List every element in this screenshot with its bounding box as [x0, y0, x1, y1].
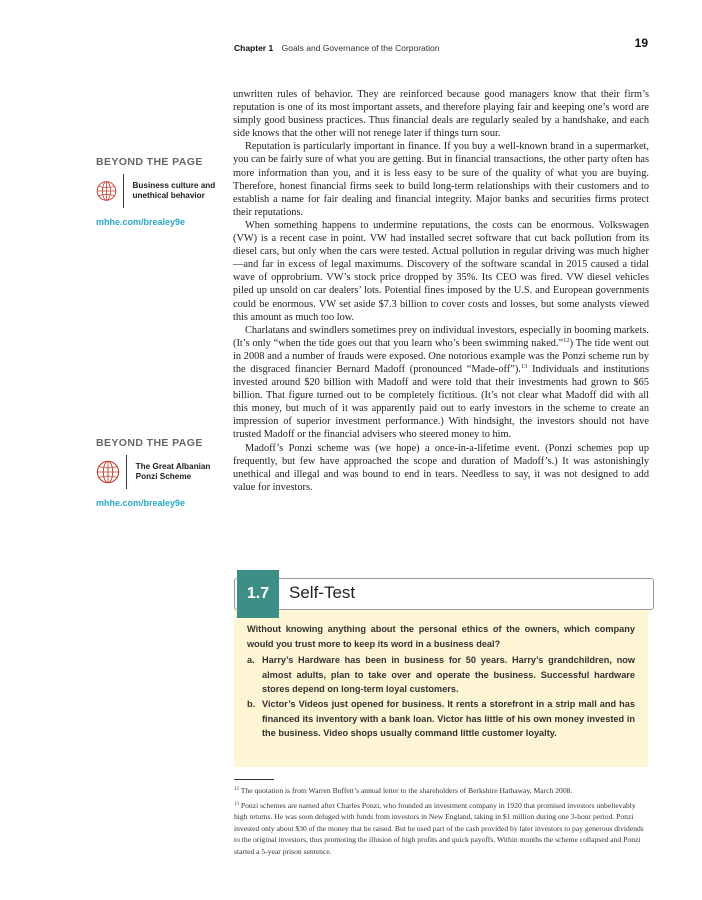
paragraph [233, 324, 649, 442]
footnote-text: Ponzi schemes are named after Charles Ponzi, who founded an investment company in 1920 that promised investors unbelievably high returns. He was soon deluged with funds from investors in New England, taking in $1 million during one 3-hour period. Ponzi invested only about $30 of the money that he raised. But he used part of the cash provided by later investors to pay generous dividends to the original investors, thus promoting the illusion of high profits and quick payoffs. Within months the scheme collapsed and Ponzi started a 5-year prison sentence. [234, 800, 644, 856]
paragraph: unwritten rules of behavior. They are reinforced because good managers know that their firm’s reputation is one of its most important assets, and therefore playing fair and keeping one’s word are simply good business practices. Thus financial deals are regularly sealed by a handshake, and each side knows that the other will not renege later if things turn sour. [233, 89, 649, 140]
body-text [233, 88, 649, 494]
sidebar-heading: BEYOND THE PAGE [96, 437, 203, 449]
sidebar-url-link[interactable]: mhhe.com/brealey9e [96, 217, 186, 227]
beyond-the-page-sidebar [96, 437, 224, 508]
sidebar-divider [123, 174, 124, 208]
footnote [234, 785, 648, 797]
globe-icon [96, 454, 120, 490]
sidebar-label: Business culture and unethical behavior [132, 181, 216, 200]
footnote-divider [234, 779, 274, 780]
beyond-the-page-sidebar [96, 156, 224, 227]
self-test-content [247, 622, 635, 741]
option-text: Victor’s Videos just opened for business. It rents a storefront in a strip mall and has financed its inventory with a bank loan. Victor has little of his own money invested in the business. Video shops usually command little customer loyalty. [262, 698, 635, 739]
option-text: Harry’s Hardware has been in business for 50 years. Harry’s grandchildren, now almost adults, plan to take over and operate the business. Successful hardware stores depend on long-term loyal customers. [262, 655, 635, 695]
sidebar-link-row[interactable] [96, 173, 224, 209]
footnotes [234, 785, 648, 861]
chapter-title: Goals and Governance of the Corporation [281, 43, 440, 53]
paragraph: Madoff’s Ponzi scheme was (we hope) a once-in-a-lifetime event. (Ponzi schemes pop up frequently, but few have approached the scope and duration of Madoff’s.) It was astonishingly unethical and illegal and was bound to end in tears. Needless to say, it was not designed to add value for investors. [233, 442, 649, 493]
page-number: 19 [634, 36, 648, 50]
footnote [234, 800, 648, 858]
option-letter: a. [247, 655, 255, 666]
sidebar-heading: BEYOND THE PAGE [96, 156, 203, 168]
running-header [234, 38, 648, 54]
footnote-ref-13[interactable]: 13 [520, 362, 528, 370]
self-test-title: Self-Test [289, 583, 356, 602]
self-test-question: Without knowing anything about the personal ethics of the owners, which company would you trust more to keep its word in a business deal? [247, 624, 635, 649]
sidebar-divider [126, 455, 127, 489]
paragraph-part: Individuals and institutions invested around $20 billion with Madoff and were told that their investments had grown to $65 billion. That figure turned out to be completely fictitious. (It’s not clear what Madoff did with all this money, but much of it was apparently paid out to early investors in the scheme to create an impression of superior investment performance.) With hindsight, the investors should not have trusted Madoff or the financial advisers who steered money to him. [233, 363, 650, 441]
sidebar-link-row[interactable] [96, 454, 224, 490]
footnote-text: The quotation is from Warren Buffett’s annual letter to the shareholders of Berkshire Hathaway, March 2008. [239, 786, 573, 795]
option-letter: b. [247, 698, 256, 709]
self-test-number-badge: 1.7 [237, 570, 279, 618]
chapter-label: Chapter 1 [234, 43, 274, 53]
self-test-option [247, 653, 635, 697]
sidebar-url-link[interactable]: mhhe.com/brealey9e [96, 498, 186, 508]
footnote-number: 13 [234, 801, 239, 807]
paragraph: When something happens to undermine reputations, the costs can be enormous. Volkswagen (VW) is a recent case in point. VW had installed secret software that cut back pollution from its diesel cars, but only when the cars were tested. Actual pollution in regular driving was much higher—and far in excess of legal maximums. Discovery of the software scandal in 2015 caused a tidal wave of opprobrium. VW’s stock price dropped by 35%. Its CEO was fired. VW diesel vehicles piled up unsold on car dealers’ lots. Potential fines imposed by the U.S. and European governments could be enormous. VW set aside $7.3 billion to cover costs and losses, but some analysts viewed this amount as much too low. [233, 219, 649, 323]
paragraph-part: ) The tide went out in 2008 and a number of frauds were exposed. One notorious example was the Ponzi scheme run by the disgraced financier Bernard Madoff (pronounced “Made-off”). [233, 337, 649, 375]
footnote-ref-12[interactable]: 12 [563, 336, 570, 344]
footnote-number: 12 [234, 787, 239, 792]
paragraph: Reputation is particularly important in finance. If you buy a well-known brand in a supermarket, you can be fairly sure of what you are getting. But in financial transactions, the other party often has more information than you, and it is less easy to be sure of the quality of what you are buying. Therefore, honest financial firms seek to build long-term relationships with their customers and to establish a name for fair dealing and financial integrity. Major banks and securities firms protect their reputations. [233, 141, 649, 218]
sidebar-label: The Great Albanian Ponzi Scheme [135, 462, 211, 481]
globe-icon [96, 173, 117, 209]
paragraph-part: Charlatans and swindlers sometimes prey on individual investors, especially in booming markets. (It’s only “when the tide goes out that you learn who’s been swimming naked.” [233, 324, 649, 349]
self-test-option [247, 697, 635, 741]
